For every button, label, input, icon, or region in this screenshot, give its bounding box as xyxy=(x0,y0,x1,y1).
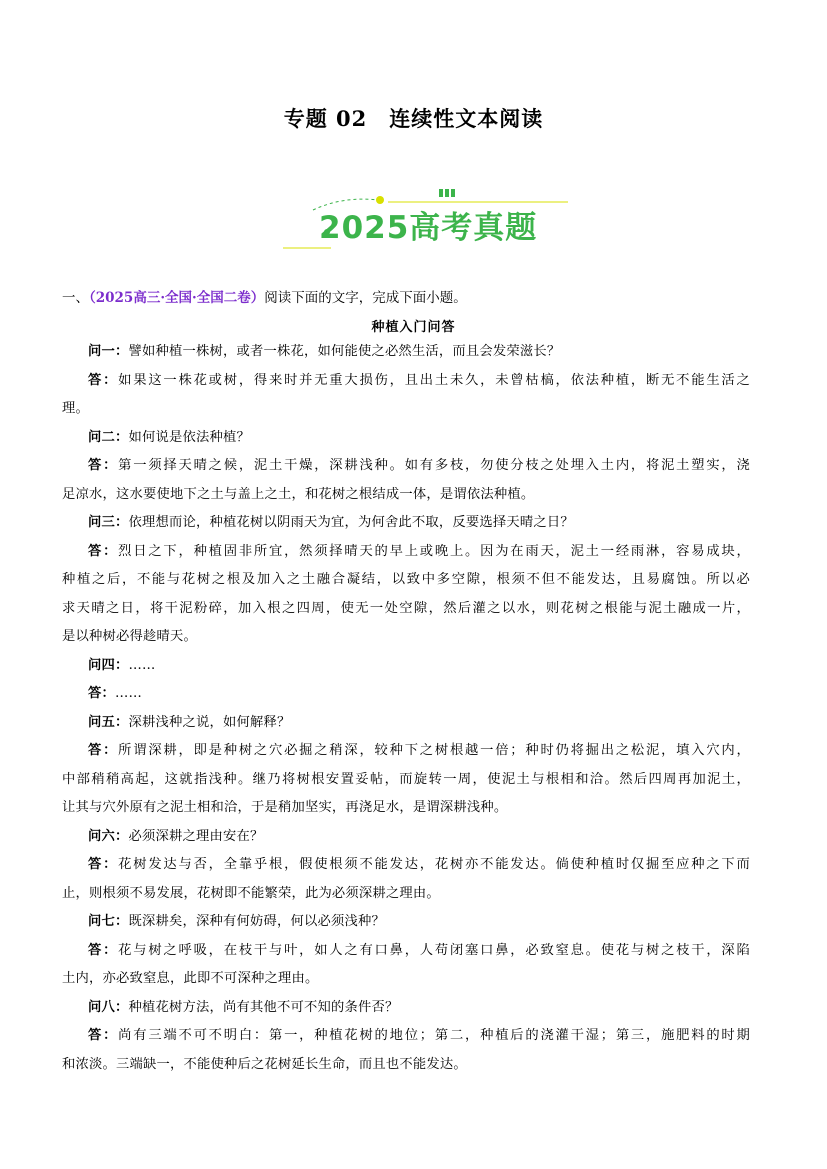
item-text: 花树发达与否，全靠乎根，假使根须不能发达，花树亦不能发达。倘使种植时仅掘至应种之下而 xyxy=(118,857,750,872)
item-text: 是以种树必得趁晴天。 xyxy=(62,629,197,644)
answer-line xyxy=(62,623,750,652)
item-text: 依理想而论，种植花树以阴雨天为宜，为何舍此不取，反要选择天晴之日？ xyxy=(128,515,574,530)
item-text: …… xyxy=(128,657,156,673)
item-label: 答： xyxy=(88,458,119,473)
item-label: 答： xyxy=(88,857,119,872)
question-source: （2025高三·全国·全国二卷） xyxy=(89,290,265,306)
item-label: 问一： xyxy=(88,344,129,359)
item-text: 尚有三端不可不明白：第一，种植花树的地位；第二，种植后的浇灌干湿；第三，施肥料的时期 xyxy=(118,1028,750,1043)
exam-badge xyxy=(283,188,573,258)
question-line xyxy=(88,338,750,367)
title-part2: 连续性文本阅读 xyxy=(389,106,544,131)
title-part1: 专题 02 xyxy=(283,106,368,131)
item-label: 问六： xyxy=(88,828,129,844)
item-label: 问二： xyxy=(88,429,129,445)
answer-line xyxy=(88,680,750,709)
item-label: 答： xyxy=(88,743,119,758)
item-text: 深耕浅种之说，如何解释？ xyxy=(128,714,291,730)
question-line xyxy=(88,652,750,681)
item-text: 止，则根须不易发展，花树即不能繁荣，此为必须深耕之理由。 xyxy=(62,885,440,901)
question-line xyxy=(88,509,750,538)
item-label: 问四： xyxy=(88,657,129,673)
question-line xyxy=(88,709,750,738)
question-header xyxy=(62,286,467,306)
answer-line xyxy=(88,737,750,766)
question-line xyxy=(88,994,750,1023)
item-text: 必须深耕之理由安在？ xyxy=(128,828,264,844)
item-label: 问八： xyxy=(88,999,129,1015)
item-text: 种植花树方法，尚有其他不可不知的条件否？ xyxy=(128,999,399,1015)
item-text: 求天晴之日，将干泥粉碎，加入根之四周，使无一处空隙，然后灌之以水，则花树之根能与泥土融成一片， xyxy=(62,600,750,616)
badge-text: 2025高考真题 xyxy=(319,210,538,246)
item-text: 理。 xyxy=(62,401,89,416)
item-label: 问三： xyxy=(88,515,129,530)
item-text: 譬如种植一株树，或者一株花，如何能使之必然生活，而且会发荣滋长？ xyxy=(128,344,561,359)
item-label: 答： xyxy=(88,372,119,388)
answer-line xyxy=(88,851,750,880)
item-label: 答： xyxy=(88,543,119,559)
question-line xyxy=(88,424,750,453)
answer-line xyxy=(62,880,750,909)
item-text: …… xyxy=(115,686,142,701)
item-label: 答： xyxy=(88,1028,119,1043)
answer-line xyxy=(88,1022,750,1051)
answer-line xyxy=(62,595,750,624)
item-text: 既深耕矣，深种有何妨碍，何以必须浅种？ xyxy=(128,914,385,929)
answer-line xyxy=(62,794,750,823)
answer-line xyxy=(88,538,750,567)
question-prefix: 一、 xyxy=(62,290,89,306)
item-text: 让其与穴外原有之泥土相和洽，于是稍加坚实，再浇足水，是谓深耕浅种。 xyxy=(62,800,508,815)
answer-line xyxy=(62,965,750,994)
item-label: 答： xyxy=(88,686,115,701)
item-text: 土内，亦必致窒息，此即不可深种之理由。 xyxy=(62,971,319,986)
article-title: 种植入门问答 xyxy=(371,320,456,335)
item-text: 烈日之下，种植固非所宜，然须择晴天的早上或晚上。因为在雨天，泥土一经雨淋，容易成块， xyxy=(118,543,750,559)
question-instruction: 阅读下面的文字，完成下面小题。 xyxy=(264,290,467,306)
item-text: 种植之后，不能与花树之根及加入之土融合凝结，以致中多空隙，根须不但不能发达，且易腐蚀。所以必 xyxy=(62,572,750,587)
item-text: 第一须择天晴之候，泥土干燥，深耕浅种。如有多枝，勿使分枝之处埋入土内，将泥土塑实，浇 xyxy=(118,458,750,473)
answer-line xyxy=(62,766,750,795)
answer-line xyxy=(62,566,750,595)
answer-line xyxy=(62,481,750,510)
item-text: 如何说是依法种植？ xyxy=(128,429,250,445)
item-text: 花与树之呼吸，在枝干与叶，如人之有口鼻，人苟闭塞口鼻，必致窒息。使花与树之枝干，深陷 xyxy=(118,942,750,958)
answer-line xyxy=(88,937,750,966)
item-label: 问七： xyxy=(88,914,129,929)
item-label: 答： xyxy=(88,942,119,958)
item-text: 和浓淡。三端缺一，不能使种后之花树延长生命，而且也不能发达。 xyxy=(62,1056,467,1072)
item-text: 足凉水，这水要使地下之土与盖上之土，和花树之根结成一体，是谓依法种植。 xyxy=(62,486,535,502)
answer-line xyxy=(88,452,750,481)
item-text: 所谓深耕，即是种树之穴必掘之稍深，较种下之树根越一倍；种时仍将掘出之松泥，填入穴内， xyxy=(118,743,750,758)
item-text: 中部稍稍高起，这就指浅种。继乃将树根安置妥帖，而旋转一周，使泥土与根相和洽。然后四周再加泥土， xyxy=(62,771,750,787)
question-line xyxy=(88,823,750,852)
answer-line xyxy=(62,395,750,424)
item-label: 问五： xyxy=(88,714,129,730)
answer-line xyxy=(62,1051,750,1080)
item-text: 如果这一株花或树，得来时并无重大损伤，且出土未久，未曾枯槁，依法种植，断无不能生活之 xyxy=(118,372,750,388)
question-line xyxy=(88,908,750,937)
page-title xyxy=(0,103,827,133)
answer-line xyxy=(88,367,750,396)
article-body xyxy=(62,338,750,1079)
